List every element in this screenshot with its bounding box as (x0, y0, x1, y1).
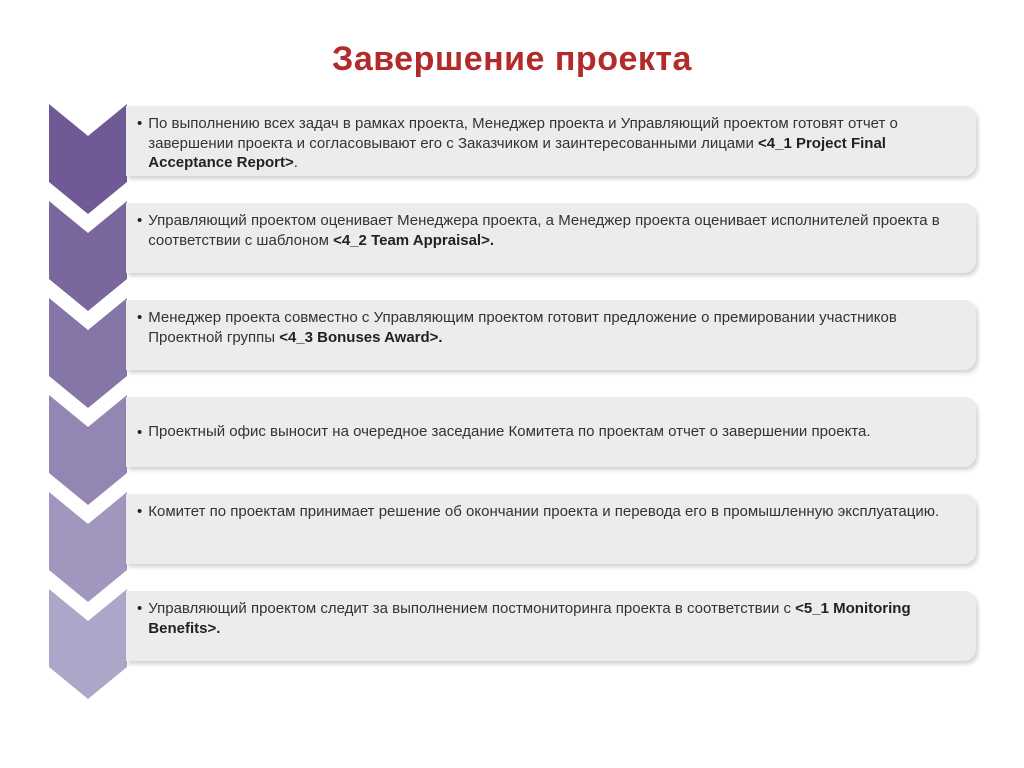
step-description: Управляющий проектом оценивает Менеджера проекта, а Менеджер проекта оценивает исполнителей проекта в соответствии с шаблоном (148, 212, 940, 249)
process-step (0, 395, 1024, 493)
step-text (148, 502, 939, 522)
chevron-shape (49, 492, 127, 602)
step-text-box (126, 203, 976, 273)
step-text (148, 308, 966, 347)
step-template-reference: <4_1 Project Final Acceptance Report> (148, 134, 886, 171)
chevron-shape (49, 298, 127, 408)
chevron-shape (49, 201, 127, 311)
step-text-box (126, 494, 976, 564)
chevron-shape (49, 104, 127, 214)
step-text (148, 114, 966, 173)
chevron-shape (49, 589, 127, 699)
step-text-box (126, 300, 976, 370)
step-text-box (126, 591, 976, 661)
chevron-arrow-icon (49, 298, 127, 408)
step-text-box (126, 106, 976, 176)
bullet-icon: • (137, 309, 143, 326)
process-step (0, 104, 1024, 202)
bullet-icon: • (137, 423, 143, 441)
bullet-icon: • (137, 115, 143, 132)
process-step (0, 201, 1024, 299)
step-text (148, 599, 966, 638)
step-text (148, 422, 870, 442)
step-text-box (126, 397, 976, 467)
step-template-reference: <4_3 Bonuses Award>. (279, 328, 443, 346)
bullet-icon: • (137, 600, 143, 617)
chevron-arrow-icon (49, 395, 127, 505)
step-description: Управляющий проектом следит за выполнением постмониторинга проекта в соответствии с (148, 600, 796, 617)
bullet-icon: • (137, 212, 143, 229)
step-description: Менеджер проекта совместно с Управляющим проектом готовит предложение о премировании участников Проектной группы (148, 309, 897, 346)
chevron-arrow-icon (49, 492, 127, 602)
bullet-icon: • (137, 503, 143, 520)
chevron-arrow-icon (49, 201, 127, 311)
step-text (148, 211, 966, 250)
process-step (0, 492, 1024, 590)
step-description: Проектный офис выносит на очередное заседание Комитета по проектам отчет о завершении проекта. (148, 423, 871, 441)
step-template-reference: <5_1 Monitoring Benefits>. (148, 600, 911, 637)
step-description: По выполнению всех задач в рамках проекта, Менеджер проекта и Управляющий проектом готовят отчет о завершении проекта и согласовывают его с Заказчиком и заинтересованными лицами (148, 115, 898, 152)
process-step (0, 298, 1024, 396)
step-template-reference: <4_2 Team Appraisal>. (333, 231, 495, 249)
step-tail: . (293, 154, 298, 171)
process-step (0, 589, 1024, 687)
page-title: Завершение проекта (332, 40, 692, 78)
chevron-arrow-icon (49, 104, 127, 214)
step-description: Комитет по проектам принимает решение об окончании проекта и перевода его в промышленную эксплуатацию. (148, 503, 940, 520)
chevron-shape (49, 395, 127, 505)
chevron-arrow-icon (49, 589, 127, 699)
